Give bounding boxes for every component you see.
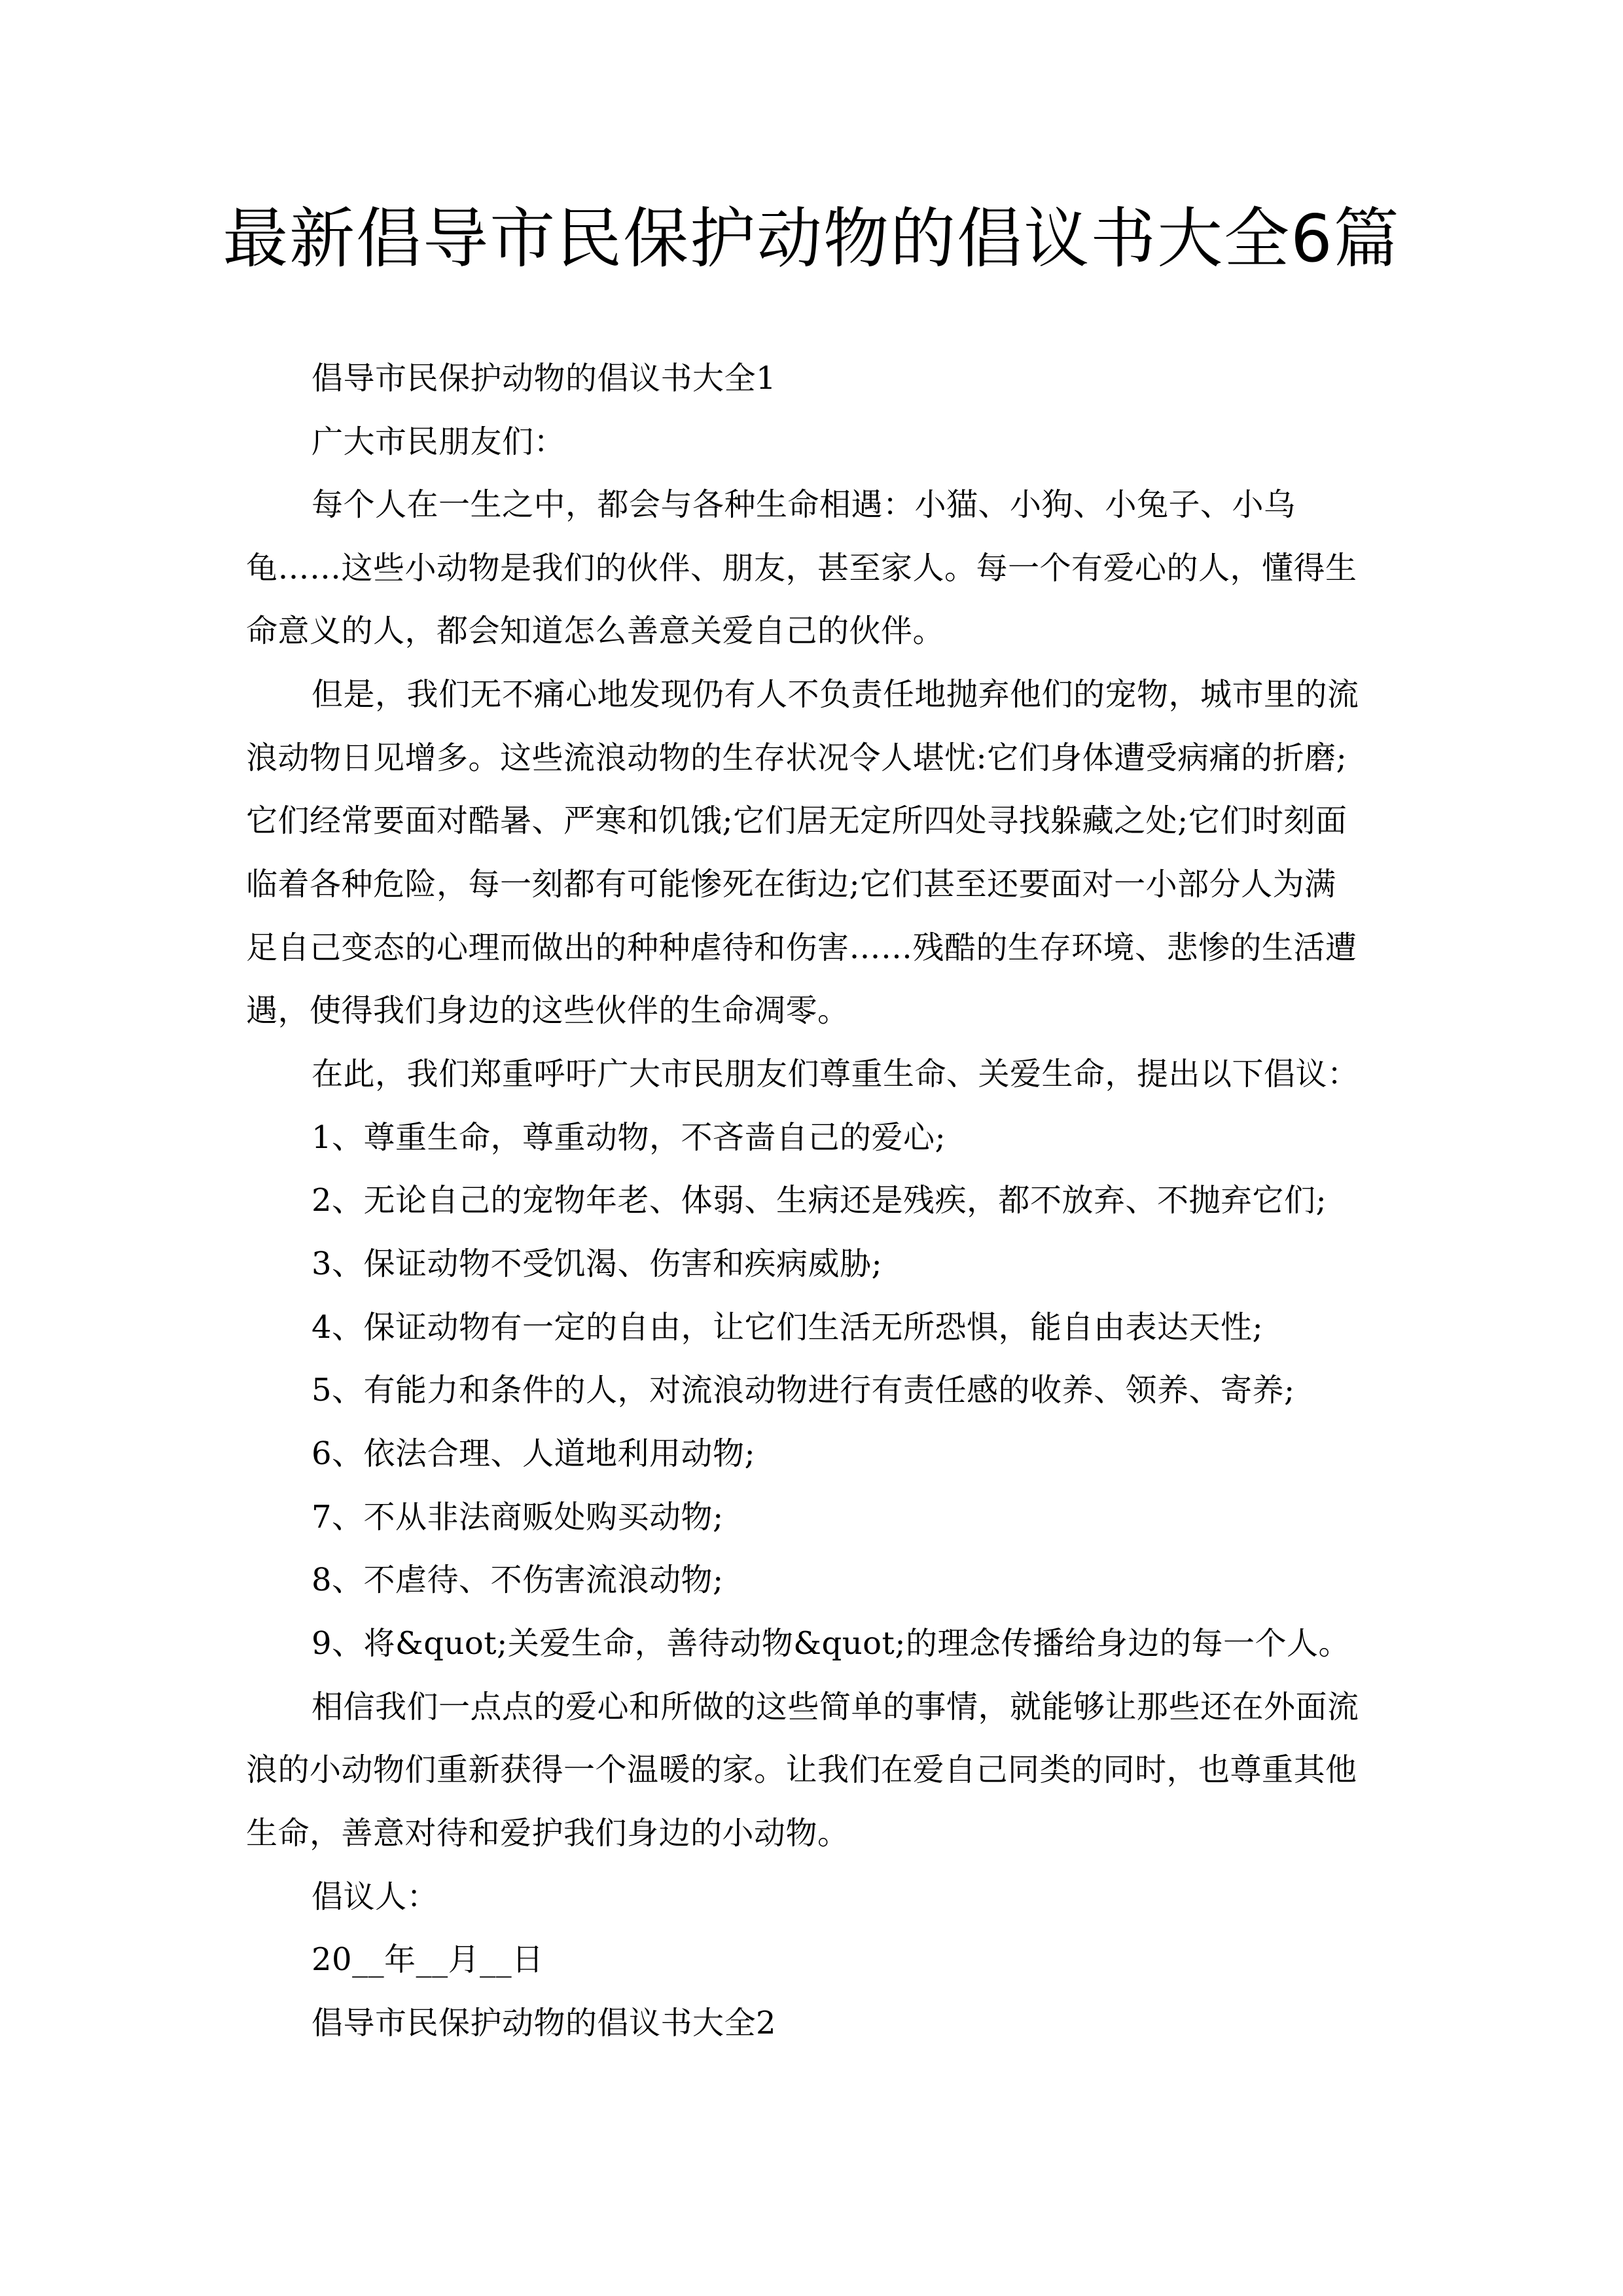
paragraph-1-line: 命意义的人，都会知道怎么善意关爱自己的伙伴。 bbox=[246, 613, 945, 649]
paragraph-2-line: 但是，我们无不痛心地发现仍有人不负责任地抛弃他们的宠物，城市里的流 bbox=[312, 676, 1359, 713]
proposal-item: 3、保证动物不受饥渴、伤害和疾病威胁; bbox=[312, 1246, 883, 1282]
proposal-item: 5、有能力和条件的人，对流浪动物进行有责任感的收养、领养、寄养; bbox=[312, 1372, 1295, 1408]
proposal-item: 8、不虐待、不伤害流浪动物; bbox=[312, 1562, 724, 1598]
document-title: 最新倡导市民保护动物的倡议书大全6篇 bbox=[223, 200, 1400, 277]
proposal-item: 2、无论自己的宠物年老、体弱、生病还是残疾，都不放弃、不抛弃它们; bbox=[312, 1182, 1327, 1219]
paragraph-4-line: 相信我们一点点的爱心和所做的这些简单的事情，就能够让那些还在外面流 bbox=[312, 1689, 1359, 1725]
paragraph-1-line: 龟……这些小动物是我们的伙伴、朋友，甚至家人。每一个有爱心的人，懂得生 bbox=[246, 550, 1357, 586]
paragraph-2-line: 临着各种危险，每一刻都有可能惨死在街边;它们甚至还要面对一小部分人为满 bbox=[246, 866, 1336, 903]
proposal-item: 9、将&quot;关爱生命，善待动物&quot;的理念传播给身边的每一个人。 bbox=[312, 1625, 1350, 1662]
proposal-item: 4、保证动物有一定的自由，让它们生活无所恐惧，能自由表达天性; bbox=[312, 1309, 1264, 1346]
signer-label: 倡议人： bbox=[312, 1878, 439, 1915]
paragraph-4-line: 浪的小动物们重新获得一个温暖的家。让我们在爱自己同类的同时，也尊重其他 bbox=[246, 1751, 1357, 1788]
paragraph-2-line: 它们经常要面对酷暑、严寒和饥饿;它们居无定所四处寻找躲藏之处;它们时刻面 bbox=[246, 802, 1347, 839]
section-heading-1: 倡导市民保护动物的倡议书大全1 bbox=[312, 360, 777, 397]
paragraph-2-line: 遇，使得我们身边的这些伙伴的生命凋零。 bbox=[246, 992, 849, 1029]
paragraph-2-line: 浪动物日见增多。这些流浪动物的生存状况令人堪忧:它们身体遭受病痛的折磨; bbox=[246, 740, 1347, 776]
proposal-item: 1、尊重生命，尊重动物，不吝啬自己的爱心; bbox=[312, 1119, 946, 1156]
proposal-item: 6、依法合理、人道地利用动物; bbox=[312, 1435, 756, 1472]
paragraph-2-line: 足自己变态的心理而做出的种种虐待和伤害……残酷的生存环境、悲惨的生活遭 bbox=[246, 929, 1357, 966]
proposal-item: 7、不从非法商贩处购买动物; bbox=[312, 1499, 724, 1535]
date-line: 20__年__月__日 bbox=[312, 1941, 544, 1978]
salutation: 广大市民朋友们： bbox=[312, 423, 566, 460]
paragraph-3: 在此，我们郑重呼吁广大市民朋友们尊重生命、关爱生命，提出以下倡议： bbox=[312, 1056, 1359, 1092]
section-heading-2: 倡导市民保护动物的倡议书大全2 bbox=[312, 2005, 777, 2041]
paragraph-4-line: 生命，善意对待和爱护我们身边的小动物。 bbox=[246, 1815, 849, 1852]
paragraph-1-line: 每个人在一生之中，都会与各种生命相遇：小猫、小狗、小兔子、小乌 bbox=[312, 486, 1296, 523]
